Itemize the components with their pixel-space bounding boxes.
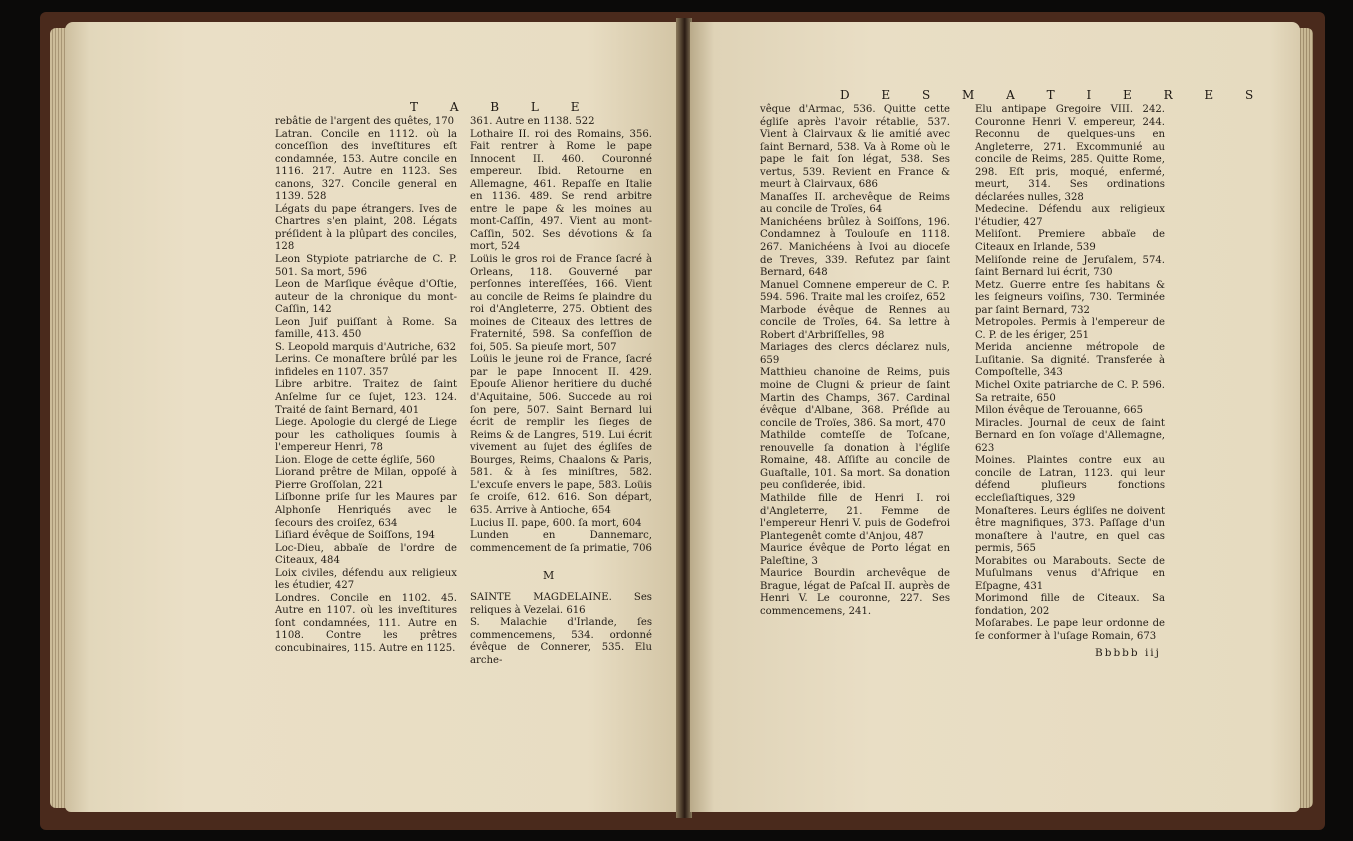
right-page (690, 22, 1300, 812)
index-entry: Lucius II. pape, 600. ſa mort, 604 (470, 517, 642, 529)
index-entry: Moines. Plaintes contre eux au concile de Latran, 1123. qui leur défend pluſieurs fonctions eccleſiaſtiques, 329 (975, 455, 1165, 504)
index-entry: Maurice Bourdin archevêque de Brague, légat de Paſcal II. auprès de Henri V. Le couronne, 227. Ses commencemens, 241. (760, 568, 950, 617)
index-entry: rebâtie de l'argent des quêtes, 170 (275, 116, 455, 127)
index-entry: Meliſonde reine de Jeruſalem, 574. ſaint Bernard lui écrit, 730 (975, 254, 1165, 279)
index-entry: Morabites ou Marabouts. Secte de Muſulmans venus d'Afrique en Eſpagne, 431 (975, 555, 1165, 592)
left-column-2 (470, 116, 652, 555)
index-entry: Milon évêque de Terouanne, 665 (975, 405, 1144, 417)
index-entry: Morimond fille de Citeaux. Sa fondation, 202 (975, 593, 1165, 617)
index-entry: Leon Stypiote patriarche de C. P. 501. Sa mort, 596 (275, 254, 457, 278)
index-entry: Latran. Concile en 1112. où la conceſſion des inveſtitures eſt condamnée, 153. Autre concile en 1116. 217. Autre en 1123. Ses canons, 327. Concile general en 1139. 528 (275, 128, 457, 203)
index-entry: S. Malachie d'Irlande, ſes commencemens, 534. ordonné évêque de Connerer, 535. Elu arche- (470, 617, 652, 666)
index-entry: SAINTE MAGDELAINE. Ses reliques à Vezelai. 616 (470, 592, 652, 616)
index-entry: Mariages des clercs déclarez nuls, 659 (760, 342, 950, 366)
index-entry: Lerins. Ce monaſtere brûlé par les infideles en 1107. 357 (275, 354, 457, 378)
index-entry: Metz. Guerre entre ſes habitans & les ſeigneurs voiſins, 730. Terminée par ſaint Bernard, 732 (975, 279, 1165, 316)
index-entry: Medecine. Défendu aux religieux l'étudier, 427 (975, 204, 1165, 228)
index-entry: Libre arbitre. Traitez de ſaint Anſelme ſur ce ſujet, 123. 124. Traité de ſaint Bernard, 401 (275, 379, 457, 416)
index-entry: Elu antipape Gregoire VIII. 242. Couronne Henri V. empereur, 244. Reconnu de quelques-uns en Angleterre, 271. Excommunié au concile de Reims, 285. Quitte Rome, 298. Eſt pris, moqué, enfermé, meurt, 314. Ses ordinations déclarées nulles, 328 (975, 104, 1165, 203)
index-entry: Lunden en Dannemarc, commencement de ſa primatie, 706 (470, 530, 652, 554)
index-entry: Liorand prêtre de Milan, oppoſé à Pierre Groſſolan, 221 (275, 467, 457, 491)
index-entry: S. Leopold marquis d'Autriche, 632 (275, 341, 457, 353)
left-column-2-continued (470, 592, 652, 667)
left-page (65, 22, 680, 812)
index-entry: Marbode évêque de Rennes au concile de Troïes, 64. Sa lettre à Robert d'Arbriſſelles, 98 (760, 304, 950, 341)
index-entry: Leon Juif puiſſant à Rome. Sa famille, 413. 450 (275, 316, 457, 341)
index-entry: Légats du pape étrangers. Ives de Chartres s'en plaint, 208. Légats préſident à la plûpart des conciles, 128 (275, 203, 457, 253)
index-entry: Manaſſes II. archevêque de Reims au concile de Troïes, 64 (760, 191, 950, 216)
index-entry: Mathilde fille de Henri I. roi d'Angleterre, 21. Femme de l'empereur Henri V. puis de Godefroi Plantegenêt comte d'Anjou, 487 (760, 492, 950, 542)
index-entry: Metropoles. Permis à l'empereur de C. P. de les ériger, 251 (975, 317, 1165, 341)
section-letter: M (543, 569, 555, 582)
index-entry: Miracles. Journal de ceux de ſaint Bernard en ſon voïage d'Allemagne, 623 (975, 417, 1165, 454)
index-entry: 361. Autre en 1138. 522 (470, 116, 595, 127)
index-entry: Loüis le gros roi de France ſacré à Orleans, 118. Gouverné par perſonnes intereſſées, 166. Vient au concile de Reims ſe plaindre du roi d'Angleterre, 275. Obtient des moines de Citeaux des lettres de Fraternité, 598. Sa confeſſion de foi, 505. Sa pieuſe mort, 507 (470, 254, 652, 353)
index-entry: Liſiard évêque de Soiſſons, 194 (275, 530, 435, 542)
index-entry: Moſarabes. Le pape leur ordonne de ſe conformer à l'uſage Romain, 673 (975, 618, 1165, 642)
index-entry: Loix civiles, défendu aux religieux les étudier, 427 (275, 567, 457, 592)
index-entry: Loüis le jeune roi de France, ſacré par le pape Innocent II. 429. Epouſe Alienor heritiere du duché d'Aquitaine, 506. Succede au roi ſon pere, 507. Saint Bernard lui écrit de remplir les ſieges de Reims & de Langres, 519. Lui écrit vivement au ſujet des égliſes de Bourges, Reims, Chaalons & Paris, 581. & à ſes miniſtres, 582. L'excuſe envers le pape, 583. Loüis ſe croiſe, 612. 616. Son départ, 635. Arrive à Antioche, 654 (470, 354, 652, 516)
right-column-1 (760, 104, 950, 618)
index-entry: Manuel Comnene empereur de C. P. 594. 596. Traite mal les croiſez, 652 (760, 279, 950, 304)
index-entry: Mathilde comteſſe de Toſcane, renouvelle ſa donation à l'égliſe Romaine, 48. Aſſiſte au concile de Guaſtalle, 101. Sa mort. Sa donation peu conſiderée, ibid. (760, 430, 950, 492)
left-column-1 (275, 116, 457, 656)
index-entry: Lion. Eloge de cette égliſe, 560 (275, 454, 436, 466)
index-entry: Leon de Marſique évêque d'Oſtie, auteur de la chronique du mont-Caſſin, 142 (275, 279, 457, 316)
index-entry: Manichéens brûlez à Soiſſons, 196. Condamnez à Toulouſe en 1118. 267. Manichéens à Ivoi au dioceſe de Treves, 339. Refutez par ſaint Bernard, 648 (760, 216, 950, 279)
index-entry: Monaſteres. Leurs égliſes ne doivent être magnifiques, 373. Paſſage d'un monaſtere à l'autre, en quel cas permis, 565 (975, 505, 1165, 555)
index-entry: Lothaire II. roi des Romains, 356. Fait rentrer à Rome le pape Innocent II. 460. Couronné empereur. Ibid. Retourne en Allemagne, 461. Repaſſe en Italie en 1136. 489. Se rend arbitre entre le pape & les moines au mont-Caſſin, 497. Vient au mont-Caſſin, 502. Ses dévotions & ſa mort, 524 (470, 128, 652, 253)
index-entry: Maurice évêque de Porto légat en Paleſtine, 3 (760, 543, 950, 567)
index-entry: Loc-Dieu, abbaïe de l'ordre de Citeaux, 484 (275, 542, 457, 567)
index-entry: Liege. Apologie du clergé de Liege pour les catholiques ſoumis à l'empereur Henri, 78 (275, 417, 457, 454)
index-entry: Michel Oxite patriarche de C. P. 596. Sa retraite, 650 (975, 380, 1165, 404)
index-entry: Matthieu chanoine de Reims, puis moine de Clugni & prieur de ſaint Martin des Champs, 367. Cardinal évêque d'Albane, 368. Préſide au concile de Troïes, 386. Sa mort, 470 (760, 367, 950, 429)
index-entry: Liſbonne priſe ſur les Maures par Alphonſe Henriqués avec le ſecours des croiſez, 634 (275, 492, 457, 529)
index-entry: Londres. Concile en 1102. 45. Autre en 1107. où les inveſtitures ſont condamnées, 111. Autre en 1108. Contre les prêtres concubinaires, 115. Autre en 1125. (275, 592, 457, 654)
index-entry: Merida ancienne métropole de Luſitanie. Sa dignité. Transferée à Compoſtelle, 343 (975, 342, 1165, 379)
running-head-left: T A B L E (410, 100, 594, 114)
signature-mark: Bbbbb iij (1095, 647, 1161, 659)
right-column-2 (975, 104, 1165, 644)
index-entry: vêque d'Armac, 536. Quitte cette égliſe après l'avoir rétablie, 537. Vient à Clairvaux & lie amitié avec ſaint Bernard, 538. Va à Rome où le pape le fait ſon légat, 538. Ses vertus, 539. Revient en France & meurt à Clairvaux, 686 (760, 104, 950, 191)
index-entry: Meliſont. Premiere abbaïe de Citeaux en Irlande, 539 (975, 229, 1165, 254)
running-head-right: D E S M A T I E R E S (840, 88, 1268, 102)
